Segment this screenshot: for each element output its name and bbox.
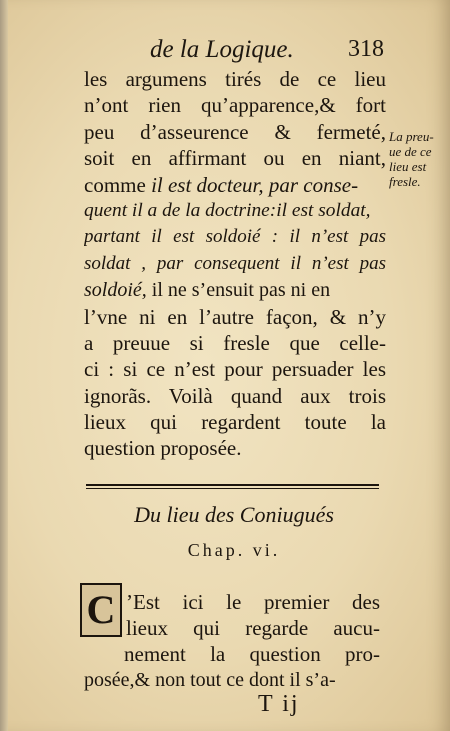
- text-line: l’vne ni en l’autre façon, & n’y: [84, 304, 386, 329]
- running-title: de la Logique.: [150, 36, 294, 63]
- page-gutter: [0, 0, 8, 731]
- chapter-heading: Chap. vi.: [187, 540, 281, 560]
- body-text: [84, 66, 386, 462]
- section-title: Du lieu des Coniugués: [134, 502, 334, 527]
- section-divider: [86, 484, 379, 489]
- text-line: a preuue si fresle que celle-: [84, 330, 386, 355]
- text-line: [84, 172, 386, 198]
- text-line: peu d’asseurence & fermeté,: [84, 119, 386, 144]
- text-span-italic: soldoié,: [84, 279, 147, 302]
- text-span: il ne s’ensuit pas ni en: [151, 279, 331, 302]
- text-line: soit en affirmant ou en niant,: [84, 146, 386, 171]
- chapter-text: [84, 589, 380, 693]
- text-line: les argumens tirés de ce lieu: [84, 67, 386, 91]
- margin-note-line: lieu est: [389, 159, 427, 174]
- text-line: lieux qui regarde aucu-: [126, 616, 380, 640]
- text-line-italic: partant il est soldoié : il n’est pas: [84, 226, 386, 248]
- margin-note: [389, 129, 450, 189]
- text-line-italic: soldat , par consequent il n’est pas: [84, 252, 386, 274]
- page-number: 318: [348, 36, 384, 62]
- text-line: n’ont rien qu’apparence,& fort: [84, 93, 386, 118]
- text-span: comme: [84, 172, 146, 197]
- margin-note-line: fresle.: [389, 174, 421, 189]
- text-line: ci : si ce n’est pour persuader les: [84, 357, 386, 382]
- text-span-italic: il est docteur, par conse-: [151, 172, 359, 197]
- text-line: lieux qui regardent toute la: [84, 410, 386, 435]
- margin-note-line: La preu-: [389, 129, 434, 144]
- initial-letter: C: [86, 587, 116, 632]
- text-line-italic: quent il a de la doctrine:il est soldat,: [84, 199, 371, 221]
- text-line: [84, 277, 386, 303]
- text-line: ’Est ici le premier des: [126, 590, 380, 614]
- margin-note-line: ue de ce: [389, 144, 432, 159]
- text-line: posée,& non tout ce dont il s’a-: [84, 669, 336, 691]
- signature-mark: T ij: [258, 691, 300, 717]
- text-line: nement la question pro-: [124, 642, 380, 666]
- running-header: [150, 36, 390, 66]
- text-line: question proposée.: [84, 436, 242, 461]
- text-line: ignorãs. Voilà quand aux trois: [84, 383, 386, 408]
